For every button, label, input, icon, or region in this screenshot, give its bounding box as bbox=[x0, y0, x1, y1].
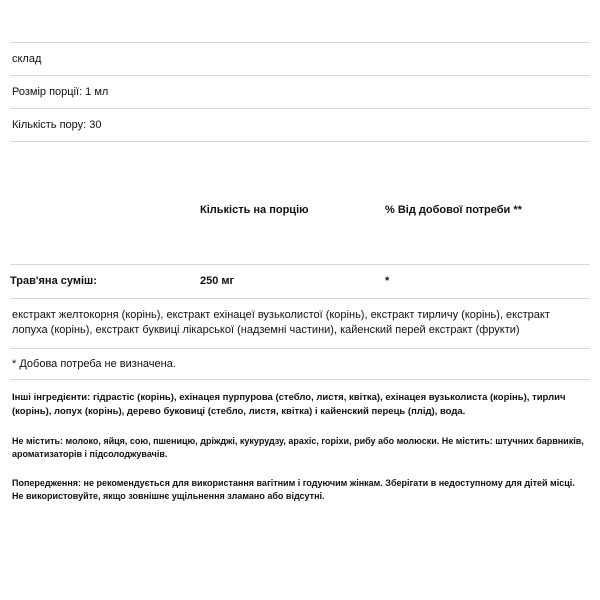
blend-daily-value: * bbox=[385, 275, 390, 287]
warning-line-2: Не використовуйте, якщо зовнішнє ущільнення зламано або відсутні. bbox=[12, 491, 325, 501]
column-headers-row bbox=[10, 142, 590, 264]
blend-row bbox=[10, 265, 590, 298]
panel-title: склад bbox=[12, 53, 42, 65]
other-ingredients-text: Інші інгредієнти: гідрастіс (корінь), ехінацея пурпурова (стебло, листя, квітка), ехінацея вузьколиста (корінь), тирлич (корінь), лопух (корінь), дерево буковиці (стебло, листя, квітка) і кайенский перець (плід), вода. bbox=[12, 392, 566, 417]
blend-ingredients-text: екстракт желтокорня (корінь), екстракт ехінацеї вузьколистої (корінь), екстракт тирличу (корінь), екстракт лопуха (корінь), екстракт буквиці лікарської (надземні частини), кайенский перей екстракт (фрукти) bbox=[12, 309, 550, 336]
blend-name: Трав'яна суміш: bbox=[10, 275, 97, 287]
serving-size-row: Розмір порції: 1 мл bbox=[12, 86, 109, 98]
allergen-statement-text: Не містить: молоко, яйця, сою, пшеницю, дріжджі, кукурудзу, арахіс, горіхи, рибу або молюски. Не містить: штучних барвників, ароматизаторів і підсолоджувачів. bbox=[12, 436, 584, 459]
blend-amount: 250 мг bbox=[200, 275, 235, 287]
daily-value-footnote: * Добова потреба не визначена. bbox=[12, 358, 176, 370]
column-header-daily-value: % Від добової потреби ** bbox=[385, 204, 522, 216]
servings-per-container-row: Кількість пору: 30 bbox=[12, 119, 102, 131]
warning-line-1: Попередження: не рекомендується для використання вагітним і годуючим жінкам. Зберігати в недоступному для дітей місці. bbox=[12, 478, 575, 488]
column-header-amount: Кількість на порцію bbox=[200, 204, 309, 216]
